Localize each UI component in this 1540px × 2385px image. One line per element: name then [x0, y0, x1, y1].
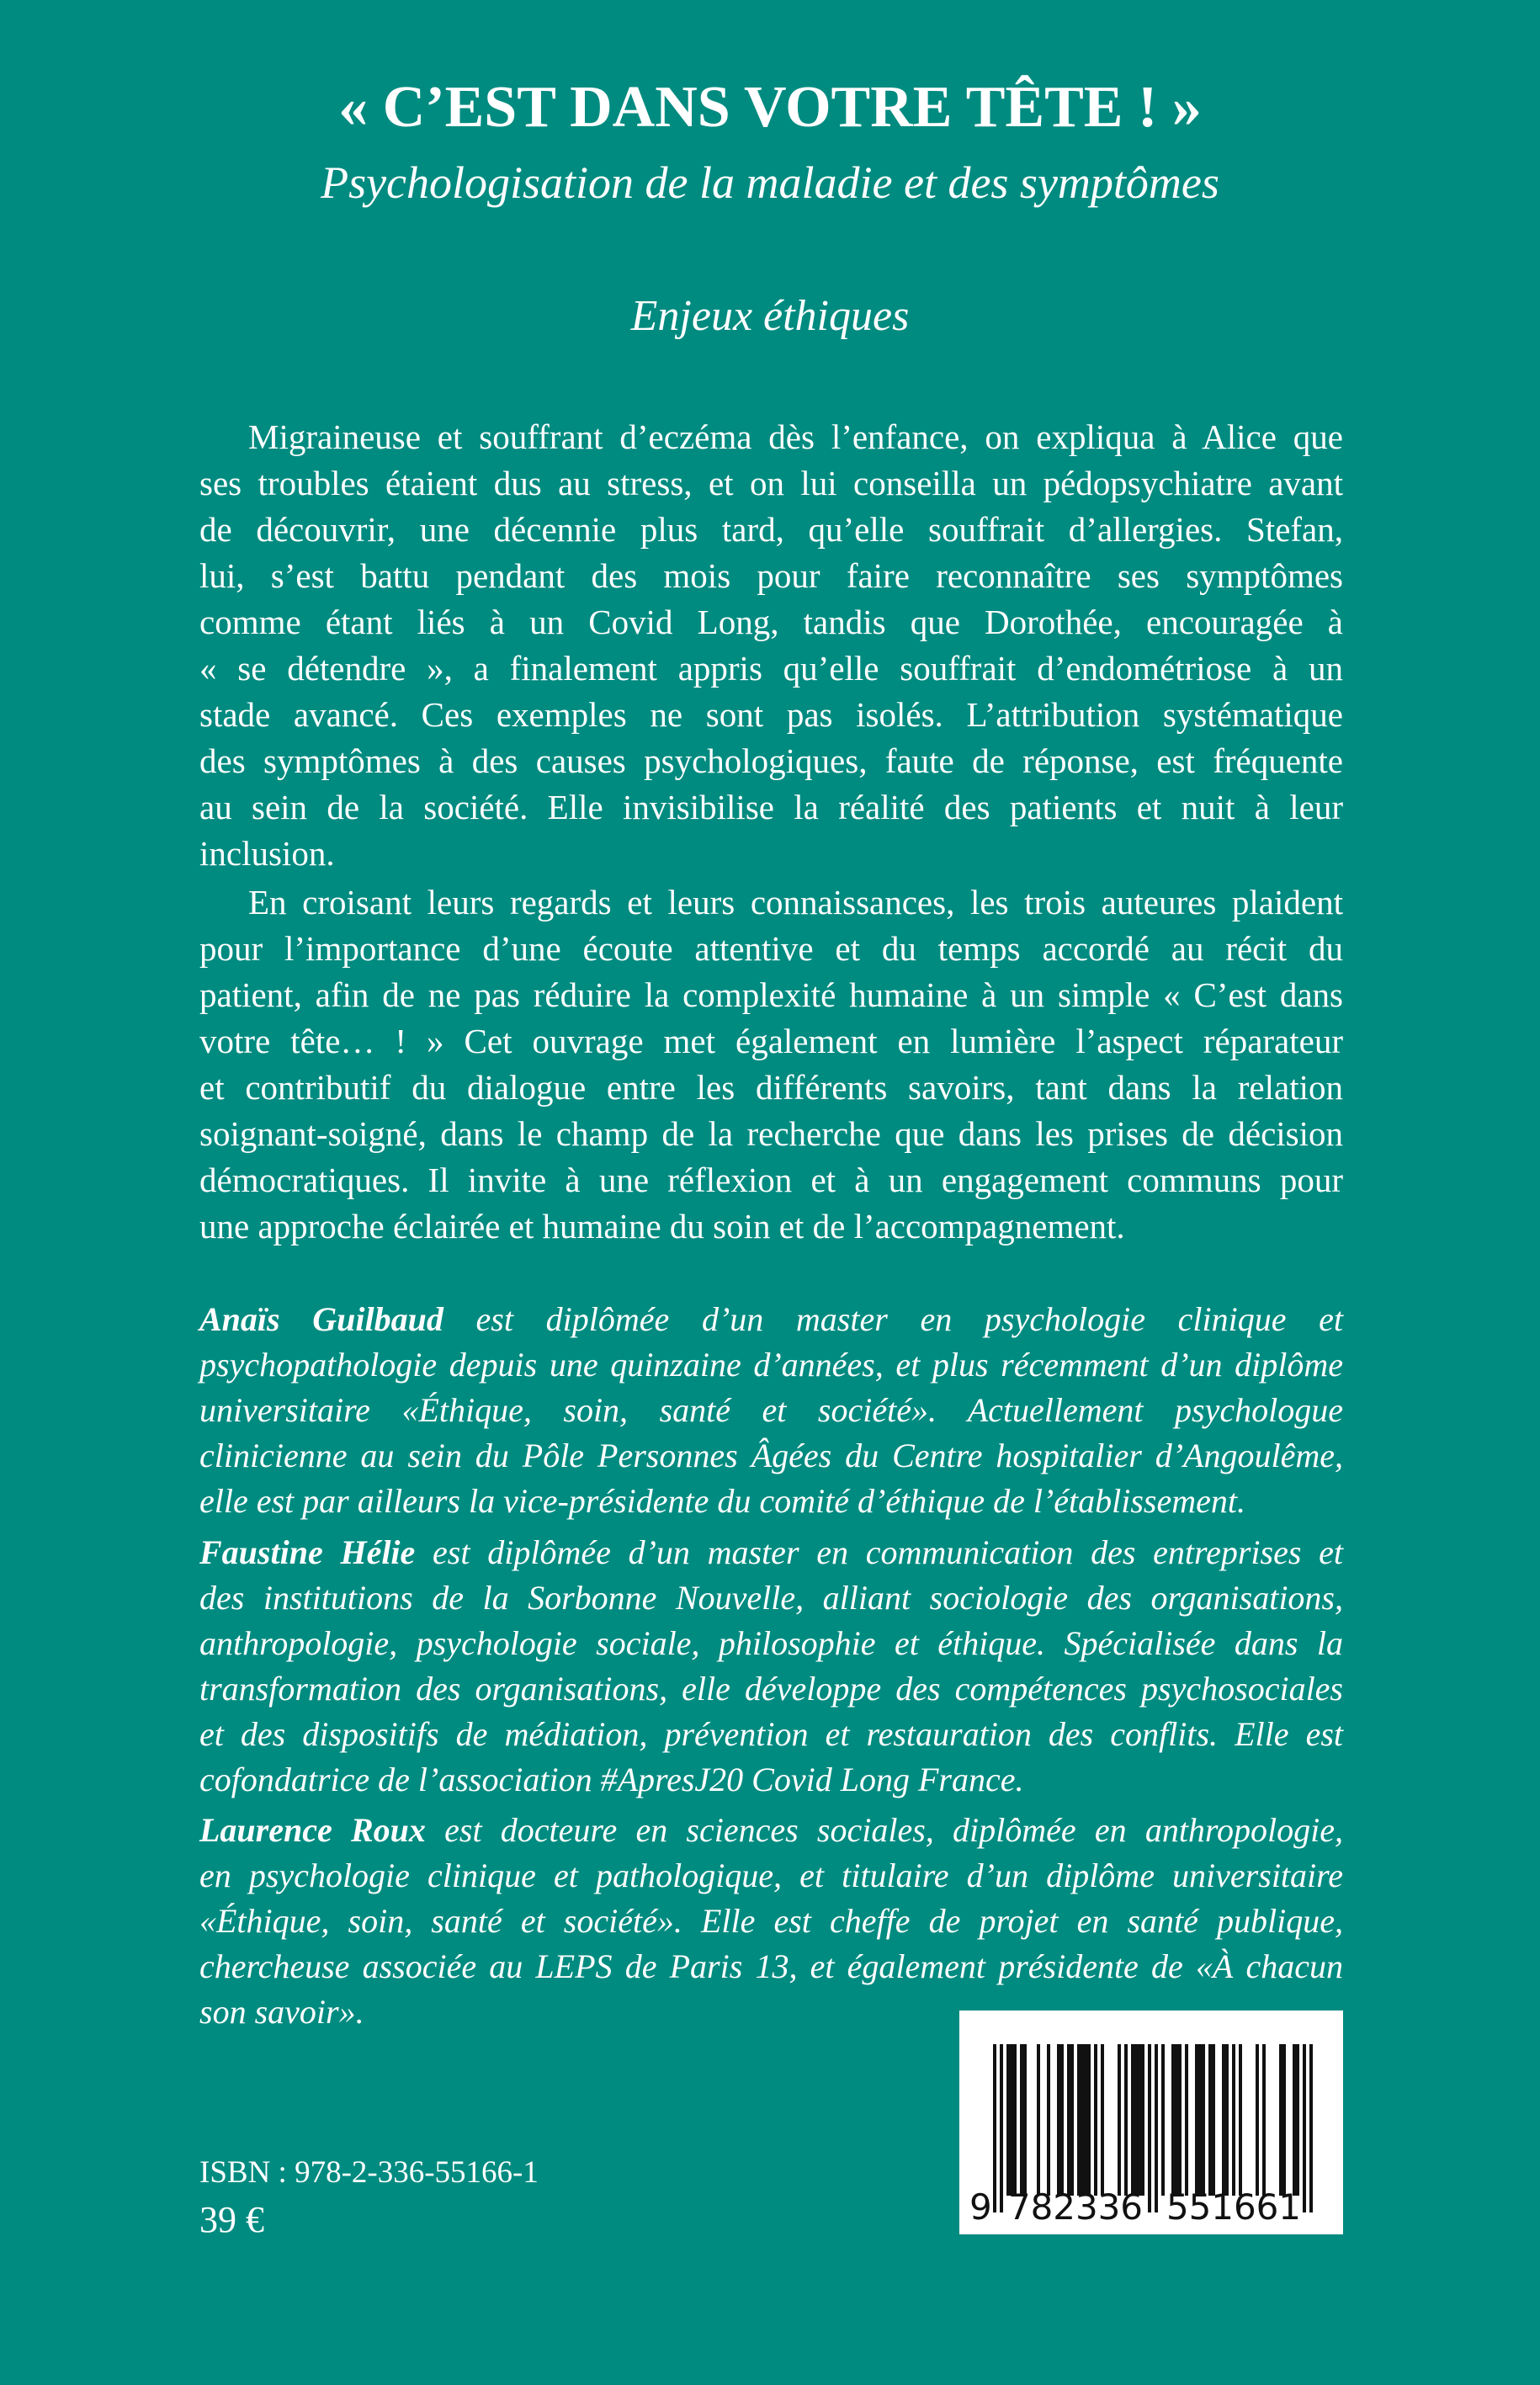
- text-line: au sein de la société. Elle invisibilise la réalité des patients et nuit à leur: [199, 788, 1343, 826]
- text-line: des institutions de la Sorbonne Nouvelle, alliant sociologie des organisations,: [199, 1579, 1343, 1617]
- text-line: « se détendre », a finalement appris qu’elle souffrait d’endométriose à un: [199, 649, 1343, 688]
- barcode-bar: [1178, 2044, 1182, 2196]
- text-line: des symptômes à des causes psychologiques, faute de réponse, est fréquente: [199, 741, 1343, 780]
- bio-text: est diplômée d’un master en psychologie clinique et: [443, 1300, 1343, 1338]
- text-line: inclusion.: [199, 834, 335, 873]
- text-line: [199, 1808, 1343, 1853]
- barcode-bar: [1124, 2044, 1128, 2196]
- barcode-bar: [1000, 2044, 1003, 2212]
- barcode-bar: [1212, 2044, 1215, 2196]
- author-name: Faustine Hélie: [199, 1533, 416, 1571]
- barcode-bar: [1222, 2044, 1225, 2196]
- barcode-bar: [1006, 2044, 1010, 2196]
- barcode-digits: 782336: [1008, 2186, 1143, 2228]
- barcode-bar: [1282, 2044, 1286, 2196]
- barcode-bar: [1037, 2044, 1040, 2196]
- text-line: [199, 1297, 1343, 1342]
- author-bio-helie: [199, 1530, 1343, 1803]
- barcode-bar: [1020, 2044, 1023, 2196]
- text-line: lui, s’est battu pendant des mois pour faire reconnaître ses symptômes: [199, 556, 1343, 595]
- bio-text: est diplômée d’un master en communication des entreprises et: [415, 1533, 1344, 1571]
- text-line: en psychologie clinique et pathologique, et titulaire d’un diplôme universitaire: [199, 1856, 1343, 1894]
- text-line: chercheuse associée au LEPS de Paris 13, et également présidente de «À chacun: [199, 1947, 1343, 1985]
- text-line: comme étant liés à un Covid Long, tandis que Dorothée, encouragée à: [199, 603, 1343, 641]
- text-line: de découvrir, une décennie plus tard, qu’elle souffrait d’allergies. Stefan,: [199, 510, 1343, 549]
- book-title: « C’EST DANS VOTRE TÊTE ! »: [338, 75, 1202, 140]
- text-line: son savoir».: [199, 1993, 364, 2031]
- text-line: Migraineuse et souffrant d’eczéma dès l’enfance, on expliqua à Alice que: [248, 417, 1343, 456]
- barcode-bar: [1256, 2044, 1259, 2196]
- barcode-bar: [1134, 2044, 1138, 2196]
- barcode-bar: [1084, 2044, 1087, 2196]
- barcode-bar: [1118, 2044, 1121, 2196]
- barcode-bar: [1013, 2044, 1017, 2196]
- barcode-bar: [1171, 2044, 1175, 2196]
- barcode-digits: 551661: [1166, 2186, 1301, 2228]
- barcode-bar: [1087, 2044, 1091, 2196]
- barcode-bar: [1141, 2044, 1144, 2196]
- price-text: 39 €: [199, 2199, 264, 2240]
- isbn-barcode: [959, 2011, 1343, 2234]
- barcode-digits: 9: [969, 2186, 992, 2228]
- barcode-bar: [1195, 2044, 1198, 2196]
- text-line: anthropologie, psychologie sociale, philosophie et éthique. Spécialisée dans la: [199, 1624, 1343, 1662]
- barcode-bar: [1067, 2044, 1070, 2196]
- text-line: pour l’importance d’une écoute attentive et du temps accordé au récit du: [199, 929, 1343, 968]
- text-line: démocratiques. Il invite à une réflexion et à un engagement communs pour: [199, 1161, 1343, 1199]
- barcode-bar: [1303, 2044, 1306, 2212]
- barcode-bar: [1060, 2044, 1064, 2196]
- text-line: clinicienne au sein du Pôle Personnes Âgées du Centre hospitalier d’Angoulême,: [199, 1437, 1343, 1474]
- blurb-paragraph-1: [199, 414, 1343, 877]
- barcode-bar: [1293, 2044, 1296, 2196]
- barcode-bar: [993, 2044, 996, 2212]
- barcode-bar: [1077, 2044, 1081, 2196]
- text-line: et contributif du dialogue entre les différents savoirs, tant dans la relation: [199, 1068, 1343, 1107]
- barcode-bar: [1047, 2044, 1050, 2196]
- barcode-bar: [1225, 2044, 1229, 2196]
- barcode-bar: [1239, 2044, 1242, 2196]
- text-line: stade avancé. Ces exemples ne sont pas isolés. L’attribution systématique: [199, 695, 1343, 734]
- barcode-bar: [1309, 2044, 1313, 2212]
- text-line: cofondatrice de l’association #ApresJ20 Covid Long France.: [199, 1761, 1024, 1798]
- barcode-bar: [1232, 2044, 1235, 2196]
- text-line: soignant-soigné, dans le champ de la recherche que dans les prises de décision: [199, 1114, 1343, 1153]
- author-name: Anaïs Guilbaud: [199, 1300, 443, 1338]
- author-name: Laurence Roux: [199, 1811, 426, 1849]
- book-subtitle: Psychologisation de la maladie et des symptômes: [321, 157, 1219, 208]
- text-line: transformation des organisations, elle développe des compétences psychosociales: [199, 1670, 1343, 1708]
- text-line: [199, 1530, 1343, 1575]
- isbn-text: ISBN : 978-2-336-55166-1: [199, 2155, 539, 2190]
- barcode-bar: [1131, 2044, 1134, 2196]
- barcode-bar: [1175, 2044, 1178, 2196]
- barcode-bar: [1262, 2044, 1266, 2196]
- barcode-bar: [1202, 2044, 1205, 2196]
- bio-text: est docteure en sciences sociales, diplômée en anthropologie,: [425, 1811, 1343, 1849]
- barcode-graphic: [959, 2011, 1343, 2234]
- barcode-bar: [1198, 2044, 1202, 2196]
- barcode-bar: [1081, 2044, 1084, 2196]
- barcode-bar: [1279, 2044, 1282, 2196]
- blurb-paragraph-2: [199, 879, 1343, 1250]
- barcode-bar: [1070, 2044, 1074, 2196]
- barcode-bar: [1208, 2044, 1212, 2196]
- text-line: ses troubles étaient dus au stress, et on lui conseilla un pédopsychiatre avant: [199, 464, 1343, 502]
- text-line: votre tête… ! » Cet ouvrage met également en lumière l’aspect réparateur: [199, 1022, 1343, 1060]
- text-line: En croisant leurs regards et leurs connaissances, les trois auteures plaident: [248, 883, 1343, 922]
- text-line: une approche éclairée et humaine du soin et de l’accompagnement.: [199, 1207, 1125, 1246]
- barcode-bar: [1101, 2044, 1104, 2196]
- text-line: elle est par ailleurs la vice-présidente du comité d’éthique de l’établissement.: [199, 1482, 1245, 1520]
- barcode-bar: [1148, 2044, 1151, 2212]
- text-line: patient, afin de ne pas réduire la complexité humaine à un simple « C’est dans: [199, 975, 1343, 1014]
- section-heading: Enjeux éthiques: [630, 292, 910, 340]
- author-bio-guilbaud: [199, 1297, 1343, 1524]
- barcode-bar: [1296, 2044, 1299, 2196]
- text-line: universitaire «Éthique, soin, santé et société». Actuellement psychologue: [199, 1391, 1343, 1429]
- barcode-bar: [1155, 2044, 1158, 2212]
- barcode-bar: [1094, 2044, 1097, 2196]
- author-bio-roux: [199, 1808, 1343, 2035]
- text-line: psychopathologie depuis une quinzaine d’années, et plus récemment d’un diplôme: [199, 1346, 1343, 1384]
- text-line: «Éthique, soin, santé et société». Elle est cheffe de projet en santé publique,: [199, 1902, 1343, 1940]
- barcode-bar: [1057, 2044, 1060, 2196]
- barcode-bar: [1023, 2044, 1027, 2196]
- barcode-bar: [1010, 2044, 1013, 2196]
- barcode-bar: [1161, 2044, 1165, 2196]
- text-line: et des dispositifs de médiation, prévention et restauration des conflits. Elle est: [199, 1715, 1343, 1753]
- barcode-bar: [1185, 2044, 1188, 2196]
- barcode-bar: [1138, 2044, 1141, 2196]
